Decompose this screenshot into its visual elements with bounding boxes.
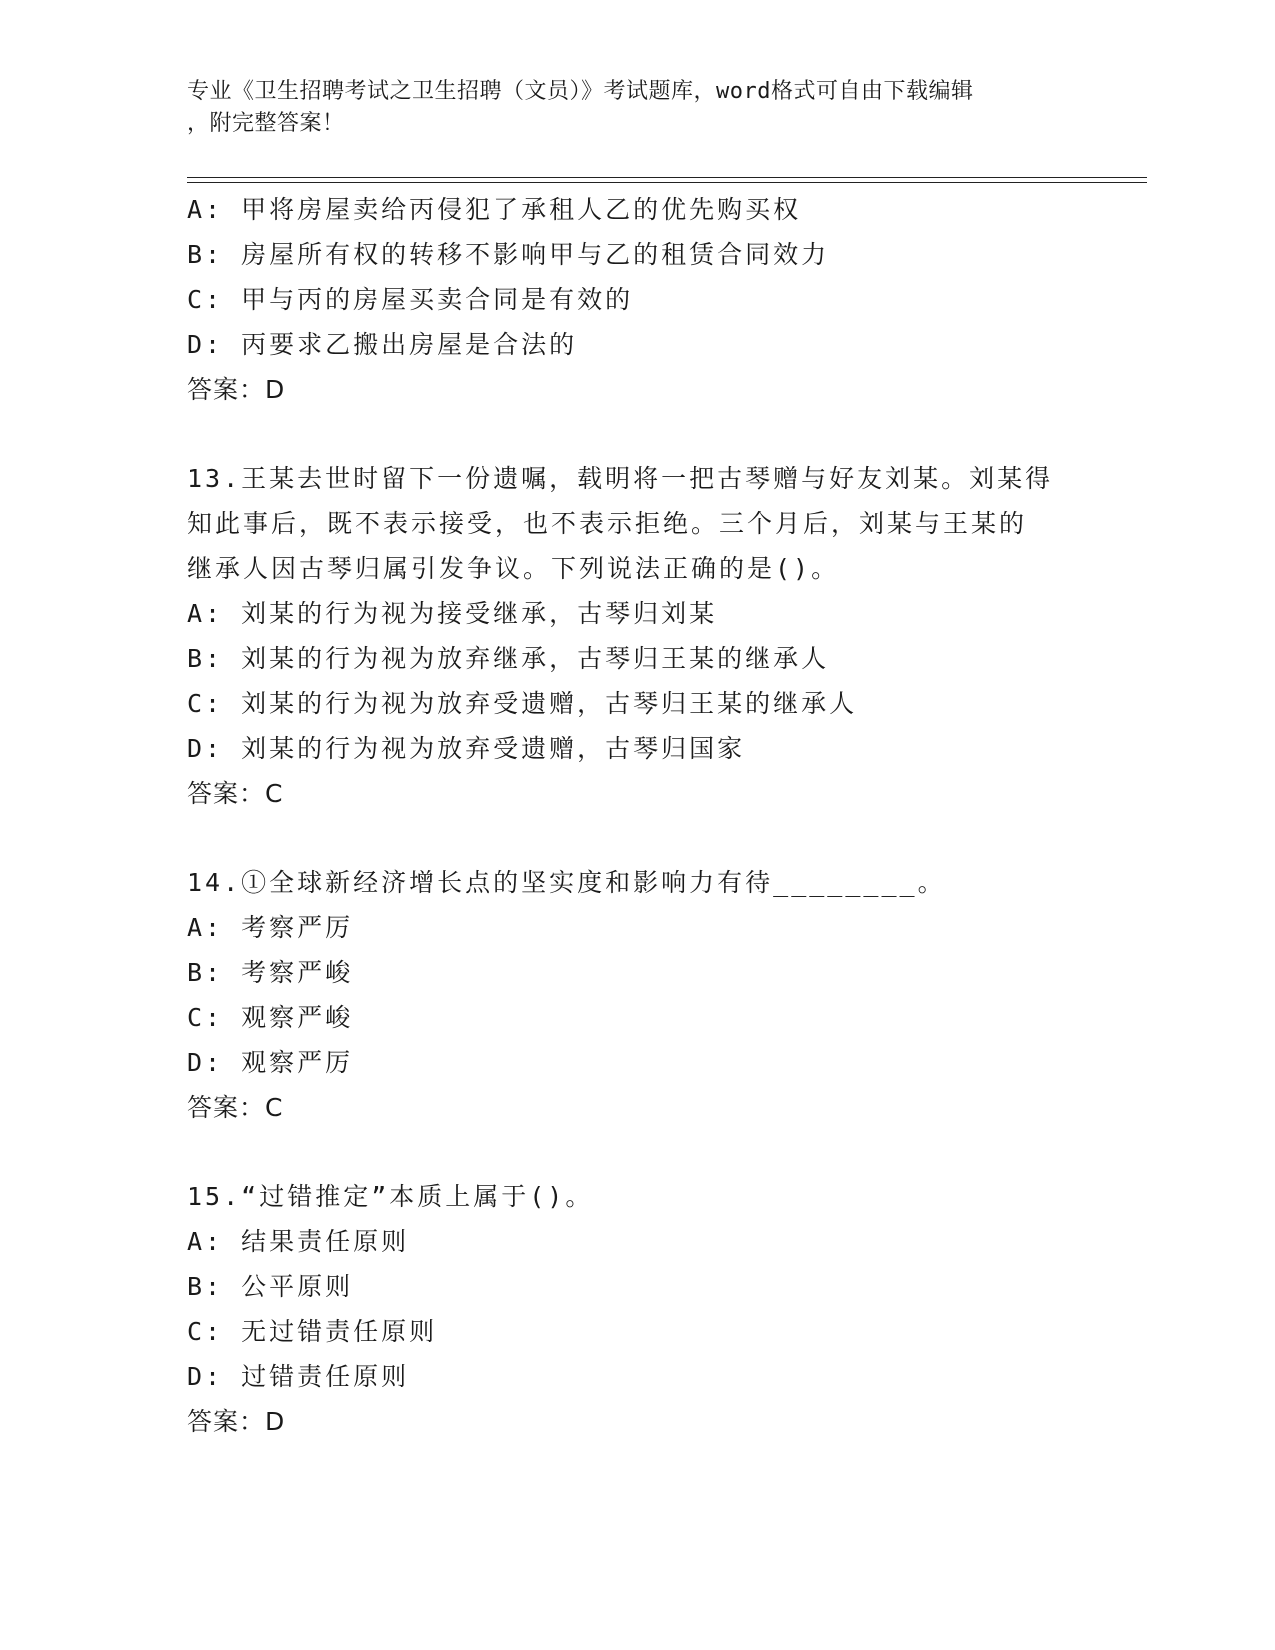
question-stem: 继承人因古琴归属引发争议。下列说法正确的是()。	[187, 554, 840, 583]
question-stem: 13.王某去世时留下一份遗嘱，载明将一把古琴赠与好友刘某。刘某得	[187, 464, 1054, 493]
option-c: C: 观察严峻	[187, 1003, 354, 1032]
answer: 答案：C	[187, 1093, 284, 1122]
question-list	[187, 187, 1147, 1444]
option-d: D: 丙要求乙搬出房屋是合法的	[187, 330, 578, 359]
option-b: B: 刘某的行为视为放弃继承，古琴归王某的继承人	[187, 644, 830, 673]
header-rule-top	[187, 177, 1147, 178]
document-header	[187, 76, 1067, 140]
option-a: A: 刘某的行为视为接受继承，古琴归刘某	[187, 599, 718, 628]
question-13	[187, 456, 1147, 816]
option-c: C: 甲与丙的房屋买卖合同是有效的	[187, 285, 634, 314]
option-d: D: 刘某的行为视为放弃受遗赠，古琴归国家	[187, 734, 746, 763]
question-stem: 15.“过错推定”本质上属于()。	[187, 1182, 594, 1211]
question-15	[187, 1174, 1147, 1444]
header-line-2: ，附完整答案！	[187, 111, 345, 136]
option-b: B: 公平原则	[187, 1272, 354, 1301]
question-stem: 14.①全球新经济增长点的坚实度和影响力有待________。	[187, 868, 946, 897]
question-stem: 知此事后，既不表示接受，也不表示拒绝。三个月后，刘某与王某的	[187, 509, 1028, 538]
answer: 答案：D	[187, 375, 286, 404]
header-line-1: 专业《卫生招聘考试之卫生招聘（文员）》考试题库，word格式可自由下载编辑	[187, 79, 974, 104]
option-c: C: 无过错责任原则	[187, 1317, 438, 1346]
question-12	[187, 187, 1147, 412]
option-d: D: 过错责任原则	[187, 1362, 410, 1391]
answer: 答案：D	[187, 1407, 286, 1436]
option-b: B: 考察严峻	[187, 958, 354, 987]
option-c: C: 刘某的行为视为放弃受遗赠，古琴归王某的继承人	[187, 689, 858, 718]
option-d: D: 观察严厉	[187, 1048, 354, 1077]
option-b: B: 房屋所有权的转移不影响甲与乙的租赁合同效力	[187, 240, 830, 269]
answer: 答案：C	[187, 779, 284, 808]
option-a: A: 甲将房屋卖给丙侵犯了承租人乙的优先购买权	[187, 195, 802, 224]
option-a: A: 结果责任原则	[187, 1227, 410, 1256]
option-a: A: 考察严厉	[187, 913, 354, 942]
question-14	[187, 860, 1147, 1130]
header-rule-bottom	[187, 182, 1147, 183]
